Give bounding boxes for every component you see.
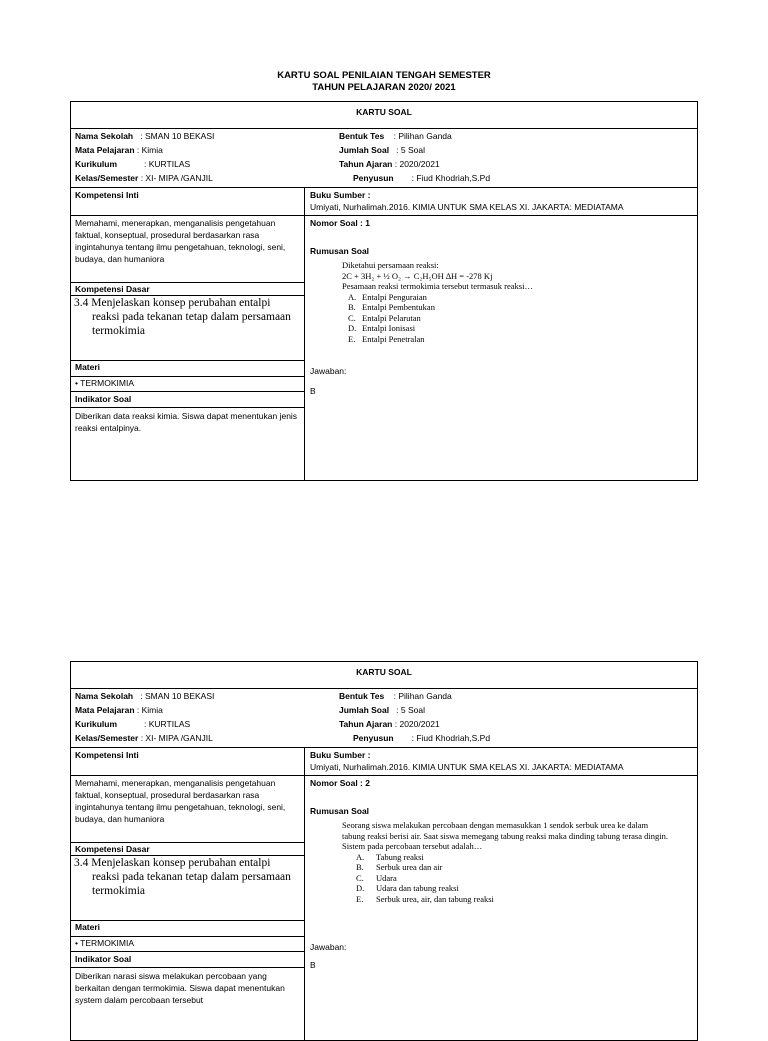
materi-label: Materi (71, 360, 304, 376)
right-column (305, 188, 697, 398)
nama-sekolah-label: Nama Sekolah (75, 691, 134, 701)
card-info (71, 129, 697, 188)
option-b: B. Serbuk urea dan air (356, 862, 443, 872)
document-title: KARTU SOAL PENILAIAN TENGAH SEMESTER (277, 70, 491, 81)
kompetensi-dasar-text (71, 295, 304, 360)
kompetensi-block (71, 776, 304, 952)
kd-line-2: reaksi pada tekanan tetap dalam persamaan (92, 871, 291, 883)
buku-sumber-value: Umiyati, Nurhalimah.2016. KIMIA UNTUK SMA KELAS XI. JAKARTA: MEDIATAMA (310, 762, 624, 772)
bentuk-tes-label: Bentuk Tes (339, 691, 385, 701)
left-column (71, 748, 305, 1041)
option-e: E. Serbuk urea, air, dan tabung reaksi (356, 893, 494, 904)
option-e: E. Entalpi Penetralan (348, 333, 425, 344)
tahun-ajaran-label: Tahun Ajaran (339, 159, 393, 169)
stem-line-3: Sistem pada percobaan tersebut adalah… (342, 841, 483, 851)
option-b: B. Entalpi Pembentukan (348, 302, 435, 312)
kompetensi-dasar-text (71, 855, 304, 920)
left-column (71, 188, 305, 481)
buku-sumber-label: Buku Sumber : (310, 190, 371, 200)
kompetensi-inti-text: Memahami, menerapkan, menganalisis pengetahuan faktual, konseptual, prosedural berdasarkan rasa ingintahunya tentang ilmu pengetahuan, teknologi, seni, budaya, dan humaniora (75, 778, 286, 824)
kompetensi-dasar-label: Kompetensi Dasar (71, 842, 304, 855)
bentuk-tes-value: : Pilihan Ganda (393, 131, 452, 141)
jumlah-soal-value: : 5 Soal (396, 705, 425, 715)
kelas-value: : XI- MIPA /GANJIL (140, 733, 213, 743)
buku-sumber (305, 188, 697, 216)
rumusan-label: Rumusan Soal (310, 246, 370, 256)
kurikulum-label: Kurikulum (75, 159, 118, 169)
materi-label: Materi (71, 920, 304, 936)
nama-sekolah-value: : SMAN 10 BEKASI (140, 691, 215, 701)
indikator-label: Indikator Soal (75, 394, 132, 404)
materi-value: • TERMOKIMIA (71, 376, 304, 389)
nomor-soal: Nomor Soal : 1 (310, 218, 370, 228)
mata-pelajaran-label: Mata Pelajaran (75, 145, 135, 155)
option-d: D. Entalpi Ionisasi (348, 323, 416, 333)
kelas-label: Kelas/Semester (75, 733, 139, 743)
jumlah-soal-label: Jumlah Soal (339, 145, 390, 155)
option-a: A. Entalpi Penguraian (348, 291, 427, 302)
kompetensi-inti-header (71, 748, 304, 776)
stem-line-1: Seorang siswa melakukan percobaan dengan memasukkan 1 sendok serbuk urea ke dalam (342, 820, 649, 830)
jawaban-label: Jawaban: (310, 942, 347, 952)
jawaban-value: B (310, 960, 316, 970)
kurikulum-label: Kurikulum (75, 719, 118, 729)
kd-line-1: 3.4 Menjelaskan konsep perubahan entalpi (74, 297, 271, 309)
question-area (305, 776, 697, 972)
document-header (70, 70, 698, 94)
rumusan-label: Rumusan Soal (310, 806, 370, 816)
kurikulum-value: : KURTILAS (144, 719, 191, 729)
question-area (305, 216, 697, 398)
stem-line-2: tabung reaksi berisi air. Saat siswa memegang tabung reaksi maka dinding tabung terasa dingin. (342, 830, 668, 841)
right-column (305, 748, 697, 972)
buku-sumber (305, 748, 697, 776)
kd-line-3: termokimia (92, 325, 146, 337)
tahun-ajaran-label: Tahun Ajaran (339, 719, 393, 729)
mata-pelajaran-value: : Kimia (136, 705, 163, 715)
buku-sumber-value: Umiyati, Nurhalimah.2016. KIMIA UNTUK SMA KELAS XI. JAKARTA: MEDIATAMA (310, 202, 624, 212)
option-c: C. Entalpi Pelarutan (348, 312, 421, 323)
indikator-header (71, 392, 304, 408)
indikator-label: Indikator Soal (75, 954, 132, 964)
card-title: KARTU SOAL (71, 662, 697, 689)
kompetensi-block (71, 216, 304, 392)
nama-sekolah-value: : SMAN 10 BEKASI (140, 131, 215, 141)
kd-line-3: termokimia (92, 885, 146, 897)
options-list (310, 852, 692, 905)
question-card-2 (70, 661, 698, 1041)
jumlah-soal-label: Jumlah Soal (339, 705, 390, 715)
stem-line-3: Pesamaan reaksi termokimia tersebut termasuk reaksi… (342, 281, 533, 291)
kurikulum-value: : KURTILAS (144, 159, 191, 169)
bentuk-tes-label: Bentuk Tes (339, 131, 385, 141)
tahun-ajaran-value: : 2020/2021 (394, 719, 440, 729)
stem-line-1: Diketahui persamaan reaksi: (342, 260, 439, 270)
jawaban-label: Jawaban: (310, 366, 347, 376)
kompetensi-inti-label: Kompetensi Inti (75, 190, 139, 200)
kompetensi-inti-text: Memahami, menerapkan, menganalisis pengetahuan faktual, konseptual, prosedural berdasarkan rasa ingintahunya tentang ilmu pengetahuan, teknologi, seni, budaya, dan humaniora (75, 218, 286, 264)
question-card-1 (70, 101, 698, 481)
option-a: A. Tabung reaksi (356, 851, 424, 862)
question-stem (310, 260, 692, 292)
kd-line-1: 3.4 Menjelaskan konsep perubahan entalpi (74, 857, 271, 869)
jumlah-soal-value: : 5 Soal (396, 145, 425, 155)
kompetensi-inti-label: Kompetensi Inti (75, 750, 139, 760)
bentuk-tes-value: : Pilihan Ganda (393, 691, 452, 701)
penyusun-label: Penyusun (353, 733, 394, 743)
penyusun-label: Penyusun (353, 173, 394, 183)
penyusun-value: : Fiud Khodriah,S.Pd (411, 173, 491, 183)
stem-line-2: 2C + 3H₂ + ½ O₂ → C₂H₅OH ∆H = -278 Kj (342, 270, 493, 281)
kompetensi-inti-header (71, 188, 304, 216)
mata-pelajaran-value: : Kimia (136, 145, 163, 155)
kelas-label: Kelas/Semester (75, 173, 139, 183)
document-year: TAHUN PELAJARAN 2020/ 2021 (312, 82, 456, 93)
kd-line-2: reaksi pada tekanan tetap dalam persamaan (92, 311, 291, 323)
card-title: KARTU SOAL (71, 102, 697, 129)
mata-pelajaran-label: Mata Pelajaran (75, 705, 135, 715)
buku-sumber-label: Buku Sumber : (310, 750, 371, 760)
indikator-text: Diberikan narasi siswa melakukan percobaan yang berkaitan dengan termokimia. Siswa dapat menentukan system dalam percobaan tersebut (75, 971, 285, 1005)
tahun-ajaran-value: : 2020/2021 (394, 159, 440, 169)
nama-sekolah-label: Nama Sekolah (75, 131, 134, 141)
nomor-soal: Nomor Soal : 2 (310, 778, 370, 788)
option-c: C. Udara (356, 872, 397, 883)
question-stem (310, 820, 692, 852)
kelas-value: : XI- MIPA /GANJIL (140, 173, 213, 183)
indikator-text: Diberikan data reaksi kimia. Siswa dapat menentukan jenis reaksi entalpinya. (75, 411, 298, 433)
penyusun-value: : Fiud Khodriah,S.Pd (411, 733, 491, 743)
options-list (310, 292, 692, 345)
card-info (71, 689, 697, 748)
option-d: D. Udara dan tabung reaksi (356, 883, 459, 893)
materi-value: • TERMOKIMIA (71, 936, 304, 949)
indikator-header (71, 952, 304, 968)
kompetensi-dasar-label: Kompetensi Dasar (71, 282, 304, 295)
jawaban-value: B (310, 386, 316, 396)
